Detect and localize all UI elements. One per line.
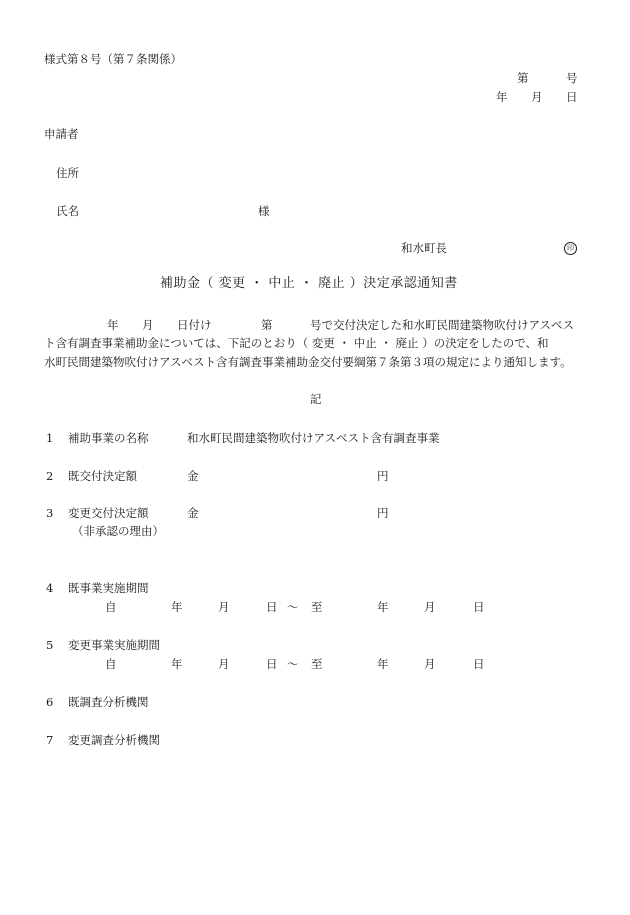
item6-number: 6 [46,695,54,709]
item3-kin: 金 [187,506,199,520]
item2-number: 2 [46,469,54,483]
body-line1-rest: 号で交付決定した和水町民間建築物吹付けアスベス [310,318,575,332]
issuer-title: 和水町長 [401,241,447,255]
item3-label: 変更交付決定額 [68,506,149,520]
item5-tilde: ～ [287,657,299,671]
date-day: 日 [566,90,578,104]
body-line3: 水町民間建築物吹付けアスベスト含有調査事業補助金交付要綱第７条第３項の規定により通知します。 [44,355,572,369]
item2-label: 既交付決定額 [68,469,137,483]
item3-reason-label: （非承認の理由） [72,524,164,538]
item7-number: 7 [46,733,54,747]
item3-number: 3 [46,506,54,520]
item5-month1: 月 [218,657,230,671]
item2-en: 円 [377,469,389,483]
date-month: 月 [531,90,543,104]
body-line2: ト含有調査事業補助金については、下記のとおり（ 変更 ・ 中止 ・ 廃止 ）の決定をしたので、和 [44,336,549,350]
item4-label: 既事業実施期間 [68,581,149,595]
body-dated: 日付け [177,318,212,332]
item5-label: 変更事業実施期間 [68,638,160,652]
item4-from: 自 [105,600,117,614]
doc-number-go: 号 [566,71,578,85]
item1-number: 1 [46,431,54,445]
item4-day2: 日 [473,600,485,614]
doc-number-dai: 第 [517,71,529,85]
item3-en: 円 [377,506,389,520]
item5-year1: 年 [171,657,183,671]
body-month: 月 [142,318,154,332]
item5-day2: 日 [473,657,485,671]
item4-month2: 月 [424,600,436,614]
seal-mark: 印 [564,242,577,255]
item2-kin: 金 [187,469,199,483]
item4-month1: 月 [218,600,230,614]
item4-year2: 年 [377,600,389,614]
body-dai: 第 [261,318,273,332]
date-year: 年 [496,90,508,104]
honorific-sama: 様 [258,204,270,218]
item4-number: 4 [46,581,54,595]
item5-from: 自 [105,657,117,671]
item1-value: 和水町民間建築物吹付けアスベスト含有調査事業 [187,431,440,445]
item4-year1: 年 [171,600,183,614]
ki-heading: 記 [310,392,322,406]
form-number: 様式第８号（第７条関係） [44,52,182,66]
body-year: 年 [107,318,119,332]
item6-label: 既調査分析機関 [68,695,149,709]
applicant-label: 申請者 [44,127,79,141]
document-title: 補助金（ 変更 ・ 中止 ・ 廃止 ）決定承認通知書 [160,276,458,291]
item1-label: 補助事業の名称 [68,431,149,445]
item4-tilde: ～ [287,600,299,614]
item5-year2: 年 [377,657,389,671]
item4-to: 至 [311,600,323,614]
item5-month2: 月 [424,657,436,671]
item4-day1: 日 [266,600,278,614]
item5-number: 5 [46,638,54,652]
item5-to: 至 [311,657,323,671]
item5-day1: 日 [266,657,278,671]
item7-label: 変更調査分析機関 [68,733,160,747]
name-label: 氏名 [56,204,79,218]
address-label: 住所 [56,166,79,180]
